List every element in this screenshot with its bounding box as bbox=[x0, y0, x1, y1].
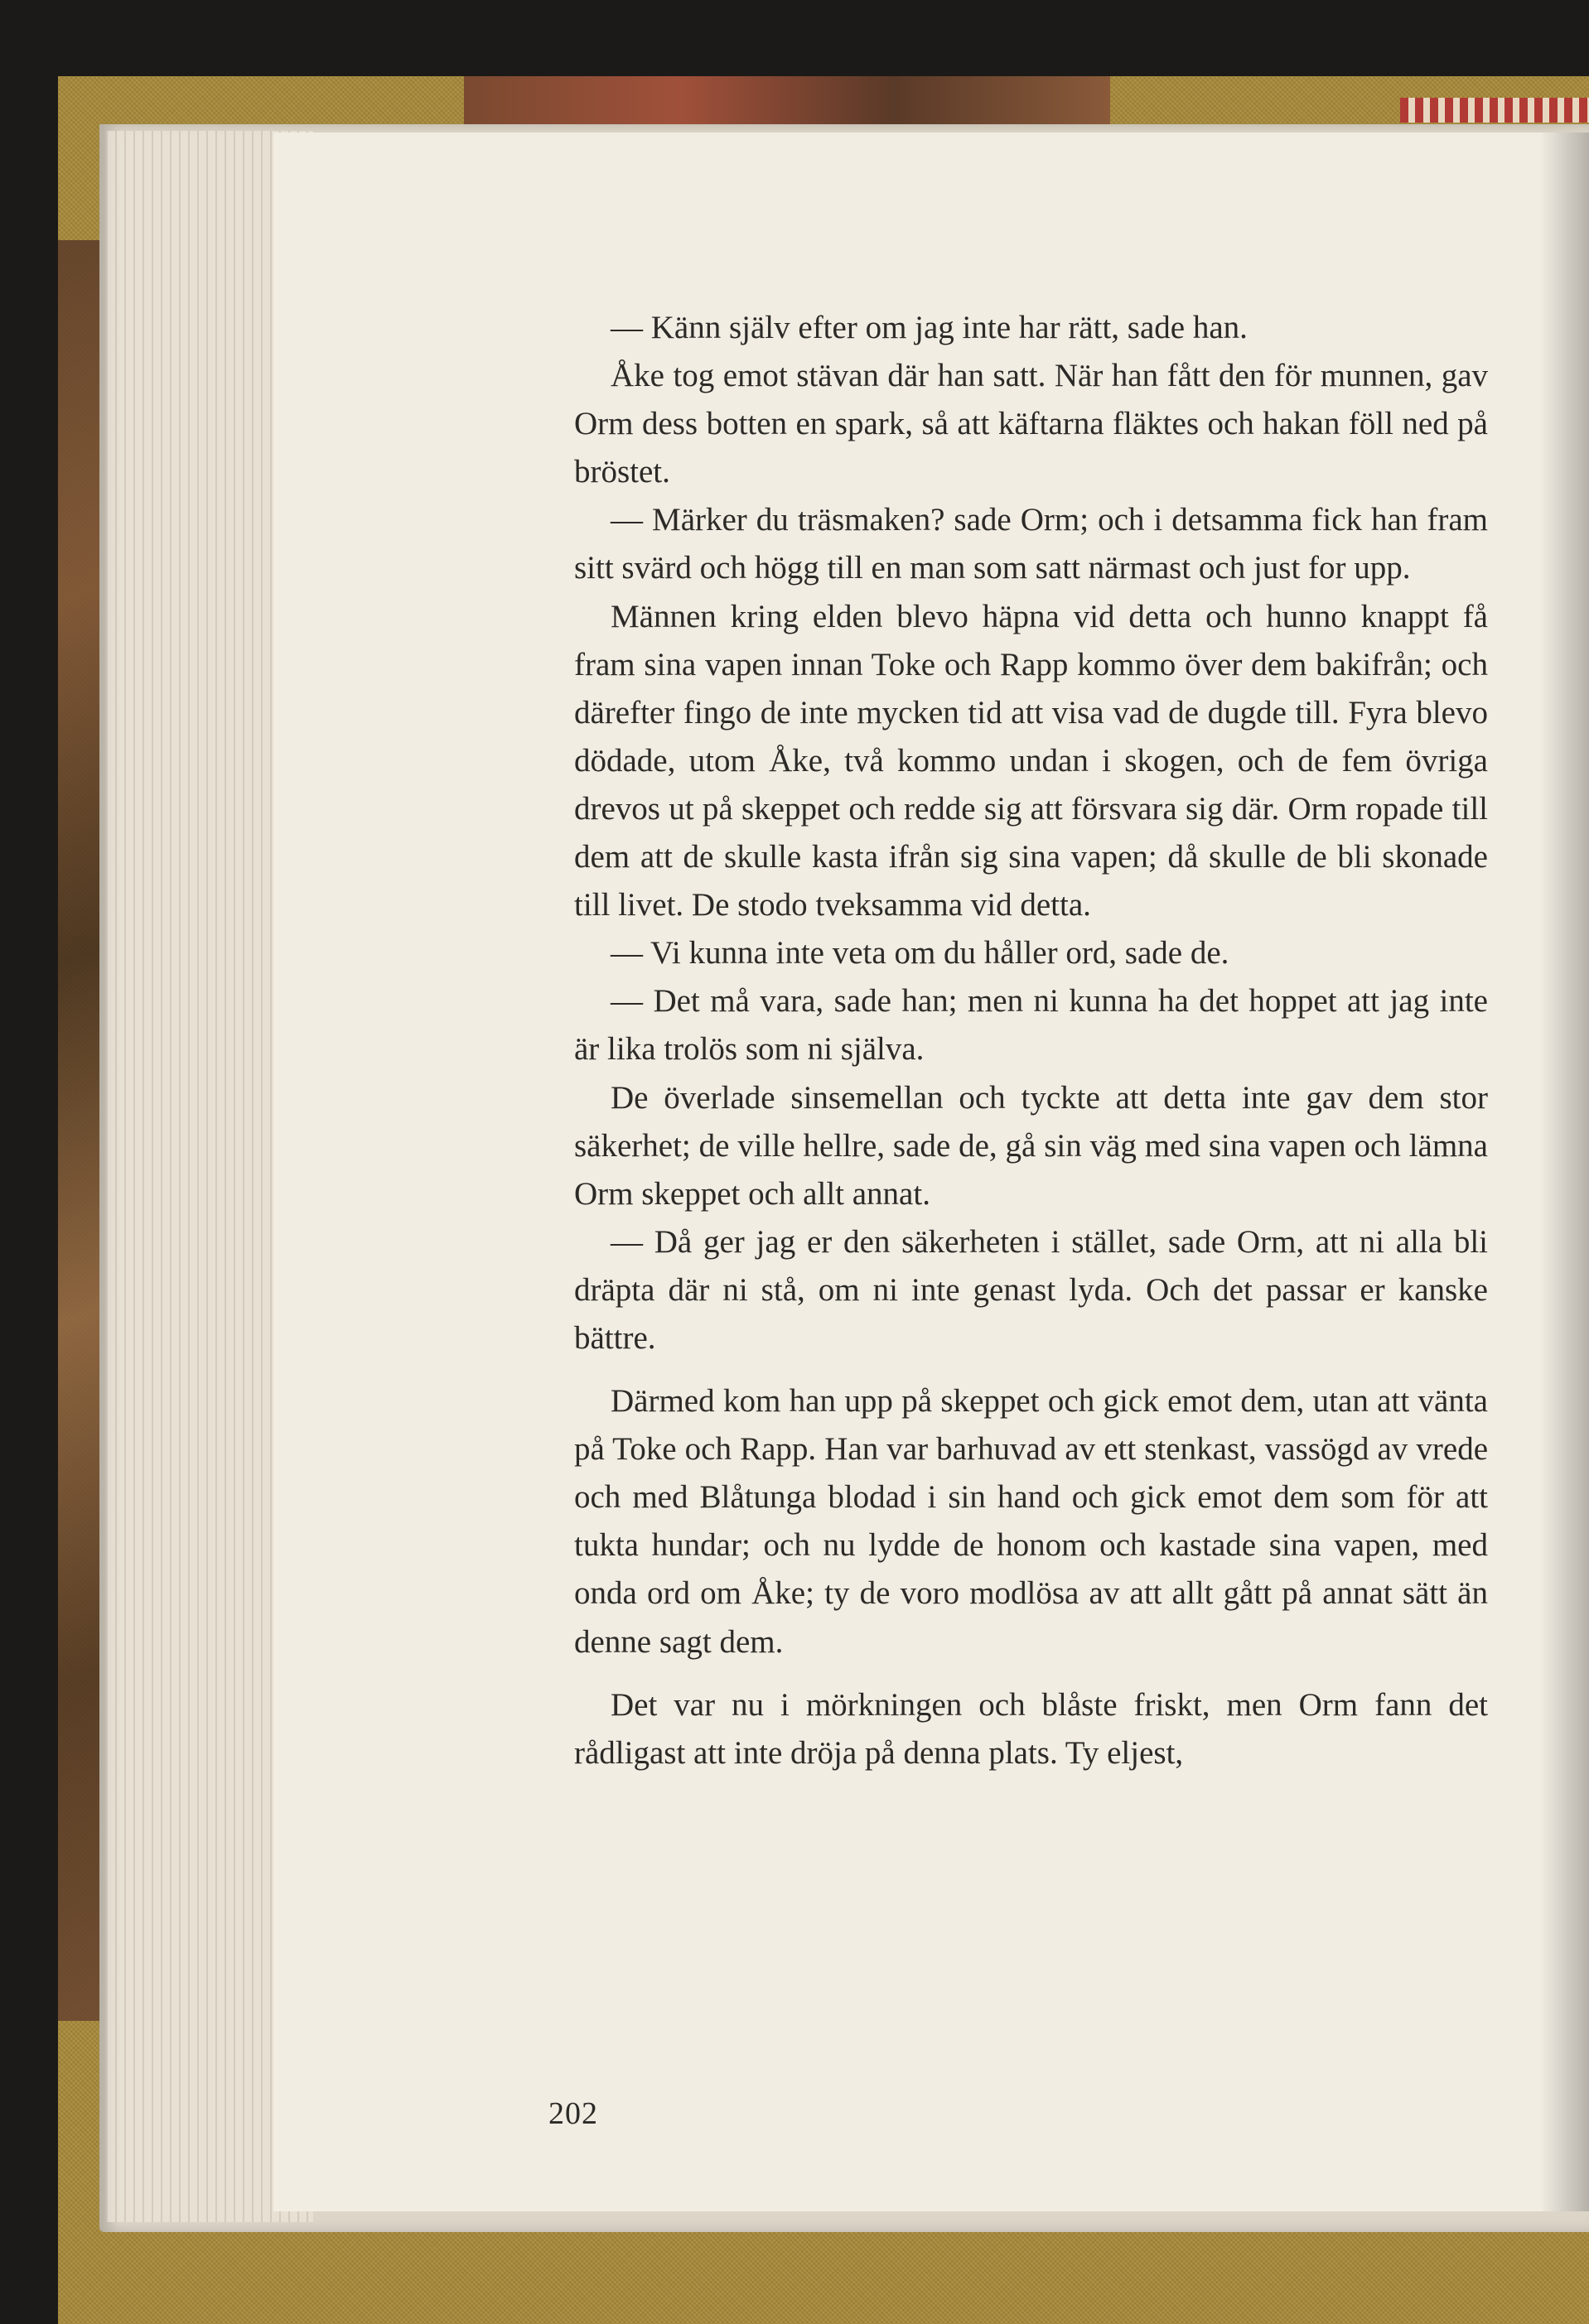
paragraph: Därmed kom han upp på skeppet och gick emot dem, utan att vänta på Toke och Rapp. Han var barhuvad av ett stenkast, vassögd av vrede och med Blåtunga blodad i sin hand och gick emot dem som för att tukta hundar; och nu lydde de honom och kastade sina vapen, med onda ord om Åke; ty de voro modlösa av att allt gått på annat sätt än denne sagt dem. bbox=[574, 1383, 1488, 1660]
paragraph: — Känn själv efter om jag inte har rätt, sade han. bbox=[611, 310, 1248, 345]
paragraph: — Då ger jag er den säkerheten i stället, sade Orm, att ni alla bli dräpta där ni stå, om ni inte genast lyda. Och det passar er kanske bättre. bbox=[574, 1223, 1488, 1356]
headband bbox=[1400, 98, 1589, 123]
page-text bbox=[574, 304, 1488, 1777]
paragraph: Männen kring elden blevo häpna vid detta och hunno knappt få fram sina vapen innan Toke och Rapp kommo över dem bakifrån; och därefter fingo de inte mycken tid att visa vad de dugde till. Fyra blevo dödade, utom Åke, två kommo undan i skogen, och de fem övriga drevos ut på skeppet och redde sig att försvara sig där. Orm ropade till dem att de skulle kasta ifrån sig sina vapen; då skulle de bli skonade till livet. De stodo tveksamma vid detta. bbox=[574, 598, 1488, 923]
paragraph: Åke tog emot stävan där han satt. När han fått den för munnen, gav Orm dess botten en spark, så att käftarna fläktes och hakan föll ned på bröstet. bbox=[574, 358, 1488, 490]
paragraph: De överlade sinsemellan och tyckte att detta inte gav dem stor säkerhet; de ville hellre, sade de, gå sin väg med sina vapen och lämna Orm skeppet och allt annat. bbox=[574, 1079, 1488, 1212]
marbled-endpaper-top bbox=[464, 76, 1110, 126]
paragraph: — Vi kunna inte veta om du håller ord, sade de. bbox=[611, 935, 1229, 972]
paragraph: — Märker du träsmaken? sade Orm; och i detsamma fick han fram sitt svärd och högg till en man som satt närmast och just for upp. bbox=[574, 502, 1488, 586]
paragraph: — Det må vara, sade han; men ni kunna ha det hoppet att jag inte är lika trolös som ni själva. bbox=[574, 983, 1488, 1068]
page-curve-shadow bbox=[1539, 133, 1589, 2211]
paragraph: Det var nu i mörkningen och blåste friskt, men Orm fann det rådligast att inte dröja på denna plats. Ty eljest, bbox=[574, 1686, 1488, 1771]
page-number: 202 bbox=[548, 2096, 598, 2131]
